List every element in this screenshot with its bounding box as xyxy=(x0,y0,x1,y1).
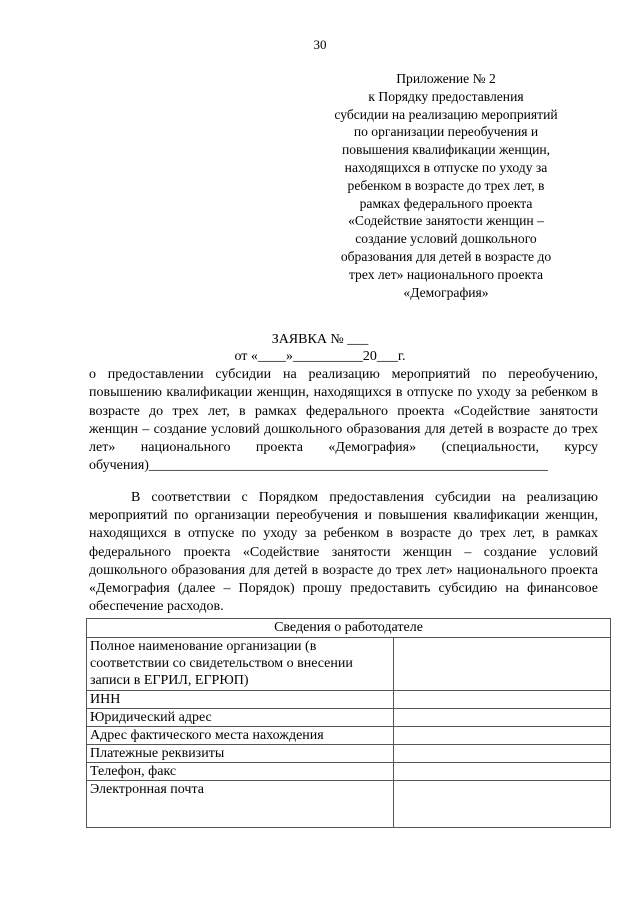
application-body-text: В соответствии с Порядком предоставления субсидии на реализацию мероприятий по организации переобучения и повышения квалификации женщин, находящихся в отпуске по уходу за ребенком в возрасте до трех лет, в рамках федерального проекта «Содействие занятости женщин – создание условий дошкольного образования для детей в возрасте до трех лет» национального проекта «Демография (далее – Порядок) прошу предоставить субсидию на финансовое обеспечение расходов. xyxy=(89,490,598,615)
org-name-label: Полное наименование организации (в соответствии со свидетельством о внесении записи в ЕГРИЛ, ЕГРЮП) xyxy=(87,638,394,691)
email-label: Электронная почта xyxy=(87,781,394,828)
appendix-line: ребенком в возрасте до трех лет, в xyxy=(347,177,545,193)
table-row xyxy=(87,638,611,691)
application-intro: о предоставлении субсидии на реализацию мероприятий по переобучению, повышению квалификации женщин, находящихся в отпуске по уходу за ребенком в возрасте до трех лет, в рамках федерального проекта «Содействие занятости женщин – создание условий дошкольного образования для детей в возрасте до трех лет» национального проекта «Демография» (специальности, курсу обучения)_________________________________________________________ xyxy=(89,367,598,474)
table-row xyxy=(87,781,611,828)
appendix-line: по организации переобучения и xyxy=(353,124,539,140)
phone-fax-label: Телефон, факс xyxy=(87,763,394,781)
inn-value[interactable] xyxy=(394,691,611,709)
table-row xyxy=(87,745,611,763)
appendix-line: к Порядку предоставления xyxy=(368,88,524,104)
actual-address-label: Адрес фактического места нахождения xyxy=(87,727,394,745)
table-row xyxy=(87,691,611,709)
payment-details-label: Платежные реквизиты xyxy=(87,745,394,763)
phone-fax-value[interactable] xyxy=(394,763,611,781)
appendix-line: «Содействие занятости женщин – xyxy=(348,213,544,229)
page-number: 30 xyxy=(313,37,327,52)
appendix-line: повышения квалификации женщин, xyxy=(341,142,551,158)
payment-details-value[interactable] xyxy=(394,745,611,763)
inn-label: ИНН xyxy=(87,691,394,709)
appendix-line: образования для детей в возрасте до xyxy=(340,248,552,264)
table-row xyxy=(87,709,611,727)
table-row xyxy=(87,763,611,781)
appendix-header xyxy=(318,70,574,301)
appendix-line: рамках федерального проекта xyxy=(359,195,533,211)
appendix-line: «Демография» xyxy=(403,284,489,300)
employer-info-table xyxy=(86,618,611,828)
appendix-line: субсидии на реализацию мероприятий xyxy=(334,106,558,122)
application-date-line: от «____»__________20___г. xyxy=(234,349,406,364)
legal-address-value[interactable] xyxy=(394,709,611,727)
appendix-line: трех лет» национального проекта xyxy=(348,266,544,282)
org-name-value[interactable] xyxy=(394,638,611,691)
legal-address-label: Юридический адрес xyxy=(87,709,394,727)
appendix-line: Приложение № 2 xyxy=(396,71,496,86)
application-body xyxy=(89,489,598,616)
email-value[interactable] xyxy=(394,781,611,828)
actual-address-value[interactable] xyxy=(394,727,611,745)
appendix-line: создание условий дошкольного xyxy=(355,231,537,247)
appendix-line: находящихся в отпуске по уходу за xyxy=(344,159,548,175)
table-header-row xyxy=(87,619,611,638)
application-title: ЗАЯВКА № ___ xyxy=(271,332,369,347)
table-header: Сведения о работодателе xyxy=(87,619,611,638)
table-row xyxy=(87,727,611,745)
